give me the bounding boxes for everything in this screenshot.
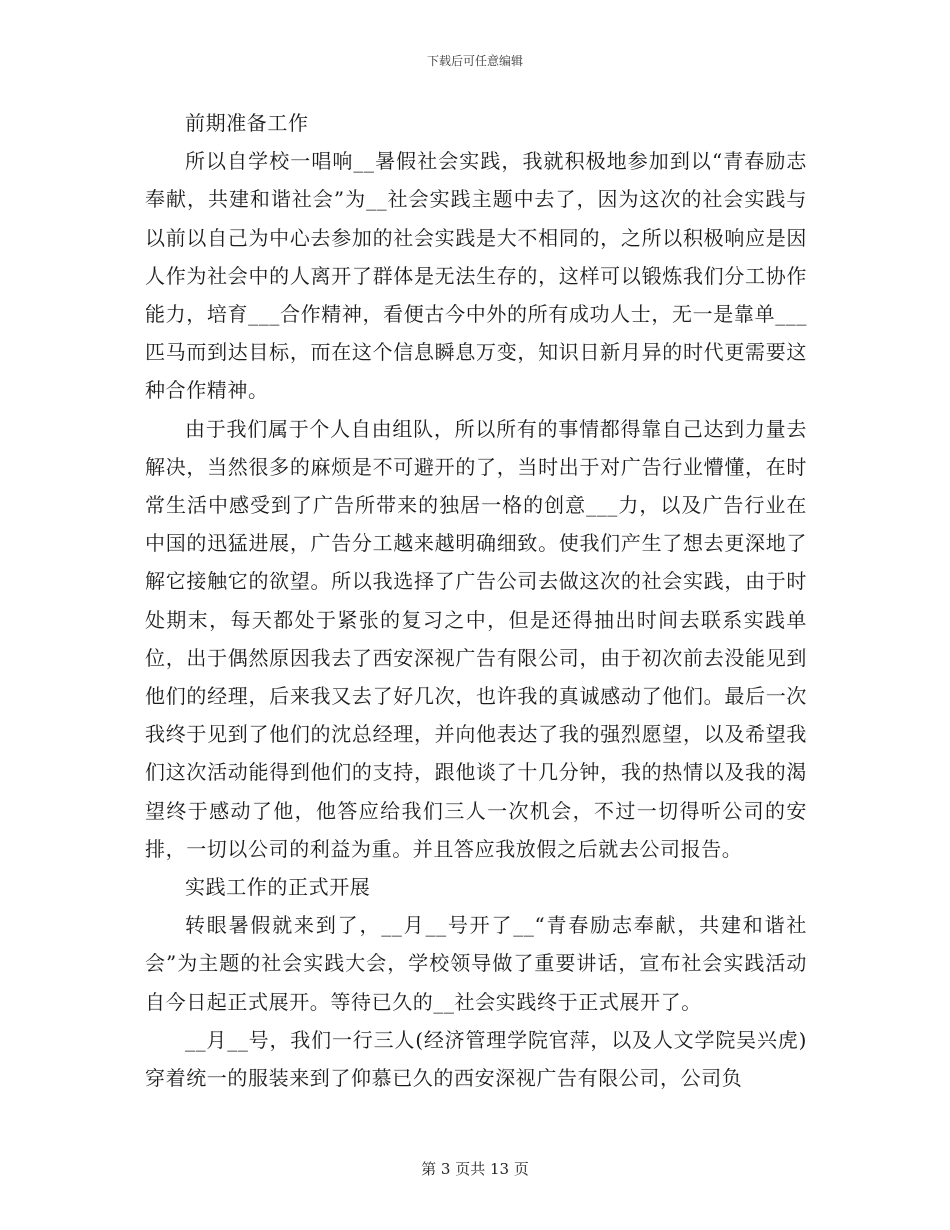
section-heading-formal-start: 实践工作的正式开展 [185, 875, 371, 900]
paragraph: __月__号，我们一行三人(经济管理学院官萍，以及人文学院吴兴虎)穿着统一的服装来到了仰慕已久的西安深视广告有限公司，公司负 [145, 1027, 807, 1091]
document-body [145, 104, 807, 1097]
paragraph: 转眼暑假就来到了，__月__号开了__“青春励志奉献，共建和谐社会”为主题的社会实践大会，学校领导做了重要讲话，宣布社会实践活动自今日起正式展开。等待已久的__社会实践终于正式展开了。 [145, 913, 807, 1014]
section-heading-preparation: 前期准备工作 [185, 111, 309, 135]
paragraph: 所以自学校一唱响__暑假社会实践，我就积极地参加到以“青春励志奉献，共建和谐社会”为__社会实践主题中去了，因为这次的社会实践与以前以自己为中心去参加的社会实践是大不相同的，之所以积极响应是因人作为社会中的人离开了群体是无法生存的，这样可以锻炼我们分工协作能力，培育___合作精神，看便古今中外的所有成功人士，无一是靠单___匹马而到达目标，而在这个信息瞬息万变，知识日新月异的时代更需要这种合作精神。 [145, 149, 807, 403]
page-number-footer: 第 3 页共 13 页 [421, 1160, 529, 1178]
page-header: 下载后可任意编辑 [426, 54, 523, 68]
paragraph: 由于我们属于个人自由组队，所以所有的事情都得靠自己达到力量去解决，当然很多的麻烦是不可避开的了，当时出于对广告行业懵懂，在时常生活中感受到了广告所带来的独居一格的创意___力，以及广告行业在中国的迅猛进展，广告分工越来越明确细致。使我们产生了想去更深地了解它接触它的欲望。所以我选择了广告公司去做这次的社会实践，由于时处期末，每天都处于紧张的复习之中，但是还得抽出时间去联系实践单位，出于偶然原因我去了西安深视广告有限公司，由于初次前去没能见到他们的经理，后来我又去了好几次，也许我的真诚感动了他们。最后一次我终于见到了他们的沈总经理，并向他表达了我的强烈愿望，以及希望我们这次活动能得到他们的支持，跟他谈了十几分钟，我的热情以及我的渴望终于感动了他，他答应给我们三人一次机会，不过一切得听公司的安排，一切以公司的利益为重。并且答应我放假之后就去公司报告。 [145, 416, 807, 861]
